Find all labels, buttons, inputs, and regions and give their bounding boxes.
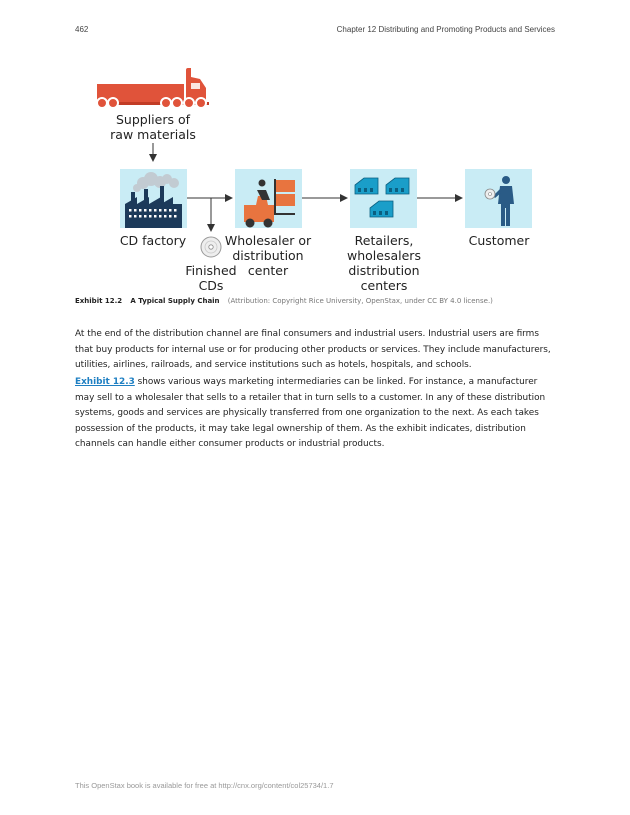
paragraph-2-text: shows various ways marketing intermediaries can be linked. For instance, a manufacturer may sell to a wholesaler that sells to a retailer that in turn sells to a customer. In any of these distribution systems, goods and services are physically transferred from one organization to the next. As each takes possession of the products, it may take legal ownership of them. As the exhibit indicates, distribution channels can handle either consumer products or industrial products. <box>75 377 546 449</box>
label-customer <box>454 233 544 248</box>
label-retailers <box>334 233 434 293</box>
label-line: Finished <box>185 263 237 278</box>
label-line: CDs <box>198 278 224 293</box>
label-line: center <box>247 263 289 278</box>
label-line: Suppliers of <box>115 112 191 127</box>
label-line: CD factory <box>119 233 187 248</box>
caption-attribution: (Attribution: Copyright Rice University, OpenStax, under CC BY 4.0 license.) <box>227 297 493 305</box>
paragraph-2 <box>75 375 557 453</box>
footer-text: This OpenStax book is available for free at http://cnx.org/content/col25734/1.7 <box>75 781 334 790</box>
label-line: distribution <box>348 263 420 278</box>
label-line: Retailers, <box>354 233 414 248</box>
truck-icon <box>97 68 209 108</box>
label-line: wholesalers <box>347 248 421 263</box>
label-suppliers <box>93 112 213 142</box>
page-number: 462 <box>75 25 89 34</box>
customer-icon <box>465 169 532 228</box>
label-line: distribution <box>232 248 304 263</box>
label-cd-factory <box>108 233 198 248</box>
label-finished-cds <box>176 263 246 293</box>
forklift-icon <box>235 169 302 228</box>
caption-number: Exhibit 12.2 <box>75 297 123 305</box>
warehouse-icon <box>350 169 417 228</box>
label-line: centers <box>360 278 408 293</box>
label-line: Wholesaler or <box>224 233 312 248</box>
chapter-title: Chapter 12 Distributing and Promoting Products and Services <box>336 25 555 34</box>
figure-caption <box>75 297 493 305</box>
paragraph-1: At the end of the distribution channel are final consumers and industrial users. Industrial users are firms that buy products for internal use or for producing other products or services. They include manufacturers, utilities, airlines, railroads, and service institutions such as hotels, hospitals, and schools. <box>75 329 551 370</box>
label-line: raw materials <box>110 127 196 142</box>
label-line: Customer <box>468 233 530 248</box>
factory-icon <box>120 169 187 228</box>
exhibit-12-3-link[interactable]: Exhibit 12.3 <box>75 377 135 387</box>
caption-title: A Typical Supply Chain <box>130 297 220 305</box>
